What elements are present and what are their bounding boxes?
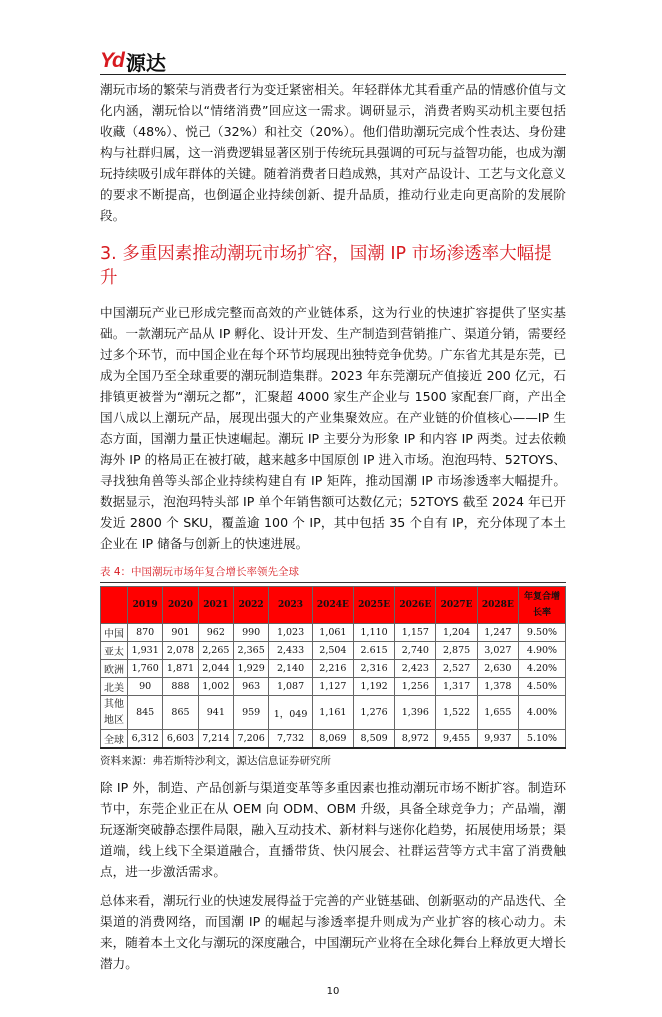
table-cell: 4.20% [519,660,566,678]
table-cell: 2,265 [198,642,233,660]
table-cell: 2,365 [233,642,268,660]
table-cell: 1,276 [354,696,395,730]
table-cell: 4.50% [519,678,566,696]
table-cell: 7,214 [198,730,233,749]
table-header-row [101,587,566,624]
company-logo [100,49,566,75]
page-number: 10 [326,986,340,997]
table-header-cell: 2026E [395,587,436,624]
table-cell: 2,216 [312,660,353,678]
table-cell: 7,206 [233,730,268,749]
table-cell: 865 [163,696,198,730]
row-label: 亚太 [101,642,128,660]
table-cell: 3,027 [477,642,518,660]
table-cell: 1,157 [395,624,436,642]
table-cell: 6,312 [128,730,163,749]
logo-mark: Yd [100,49,123,72]
paragraph-consumer-behavior: 潮玩市场的繁荣与消费者行为变迁紧密相关。年轻群体尤其看重产品的情感价值与文化内涵，潮玩恰以“情绪消费”回应这一需求。调研显示，消费者购买动机主要包括收藏（48%）、悦己（32%）和社交（20%）。他们借助潮玩完成个性表达、身份建构与社群归属，这一消费逻辑显著区别于传统玩具强调的可玩与益智功能，也成为潮玩持续吸引成年群体的关键。随着消费者日趋成熟，其对产品设计、工艺与文化意义的要求不断提高，也倒逼企业持续创新、提升品质，推动行业走向更高阶的发展阶段。 [100,82,566,223]
table-cell: 1,061 [312,624,353,642]
table-cell: 2.615 [354,642,395,660]
table-cell: 2,433 [269,642,312,660]
table-cell: 4.90% [519,642,566,660]
table-cell: 8,509 [354,730,395,749]
table-cell: 1,087 [269,678,312,696]
table-header-cell: 2023 [269,587,312,624]
table-cell: 1,127 [312,678,353,696]
table-row [101,660,566,678]
table-cell: 1,378 [477,678,518,696]
table-row [101,696,566,730]
paragraph-conclusion: 总体来看，潮玩行业的快速发展得益于完善的产业链基础、创新驱动的产品迭代、全渠道的消费网络，而国潮 IP 的崛起与渗透率提升则成为产业扩容的核心动力。未来，随着本土文化与潮玩的深度融合，中国潮玩产业将在全球化舞台上释放更大增长潜力。 [100,893,566,971]
table-header-cell: 2022 [233,587,268,624]
table-cell: 888 [163,678,198,696]
table-cell: 6,603 [163,730,198,749]
table-cell: 2,740 [395,642,436,660]
section-heading: 3. 多重因素推动潮玩市场扩容，国潮 IP 市场渗透率大幅提升 [100,244,552,288]
table-cell: 845 [128,696,163,730]
row-label: 欧洲 [101,660,128,678]
table-cell: 1,396 [395,696,436,730]
table-cell: 1,931 [128,642,163,660]
table-header-cell: 2020 [163,587,198,624]
table-cell: 990 [233,624,268,642]
table-cell: 5.10% [519,730,566,749]
table-cell: 2,140 [269,660,312,678]
table-row [101,730,566,749]
table-cell: 2,527 [436,660,477,678]
table-caption: 表 4：中国潮玩市场年复合增长率领先全球 [100,566,300,578]
table-row [101,624,566,642]
table-cell: 941 [198,696,233,730]
table-cell: 1,002 [198,678,233,696]
table-cell: 1,655 [477,696,518,730]
market-size-table [100,586,566,749]
paragraph-industry-chain: 中国潮玩产业已形成完整而高效的产业链体系，这为行业的快速扩容提供了坚实基础。一款潮玩产品从 IP 孵化、设计开发、生产制造到营销推广、渠道分销，需要经过多个环节，而中国企业在每个环节均展现出独特竞争优势。广东省尤其是东莞，已成为全国乃至全球重要的潮玩制造集群。2023 年东莞潮玩产值接近 200 亿元，石排镇更被誉为“潮玩之都”，汇聚超 4000 家生产企业与 1500 家配套厂商，产出全国八成以上潮玩产品，展现出强大的产业集聚效应。在产业链的价值核心——IP 生态方面，国潮力量正快速崛起。潮玩 IP 主要分为形象 IP 和内容 IP 两类。过去依赖海外 IP 的格局正在被打破，越来越多中国原创 IP 进入市场。泡泡玛特、52TOYS、寻找独角兽等头部企业持续构建自有 IP 矩阵，推动国潮 IP 市场渗透率大幅提升。数据显示，泡泡玛特头部 IP 单个年销售额可达数亿元；52TOYS 截至 2024 年已开发近 2800 个 SKU，覆盖逾 100 个 IP，其中包括 35 个自有 IP，充分体现了本土企业在 IP 储备与创新上的快速进展。 [100,305,566,551]
paragraph-other-drivers: 除 IP 外，制造、产品创新与渠道变革等多重因素也推动潮玩市场不断扩容。制造环节中，东莞企业正在从 OEM 向 ODM、OBM 升级，具备全球竞争力；产品端，潮玩逐渐突破静态摆件局限，融入互动技术、新材料与迷你化趋势，拓展使用场景；渠道端，线上线下全渠道融合，直播带货、快闪展会、社群运营等方式丰富了消费触点，进一步激活需求。 [100,780,566,879]
table-header-cell: 年复合增长率 [519,587,566,624]
table-cell: 2,630 [477,660,518,678]
caption-divider [100,582,566,583]
table-cell: 959 [233,696,268,730]
table-cell: 1,871 [163,660,198,678]
table-cell: 2,316 [354,660,395,678]
table-cell: 1,522 [436,696,477,730]
table-cell: 7,732 [269,730,312,749]
table-cell: 8,972 [395,730,436,749]
table-header-cell: 2028E [477,587,518,624]
table-cell: 1,929 [233,660,268,678]
table-cell: 1,192 [354,678,395,696]
row-label: 全球 [101,730,128,749]
table-cell: 8,069 [312,730,353,749]
table-source: 资料来源：弗若斯特沙利文，源达信息证券研究所 [100,755,331,767]
table-cell: 1,760 [128,660,163,678]
table-cell: 1,256 [395,678,436,696]
table-cell: 2,875 [436,642,477,660]
table-cell: 1,161 [312,696,353,730]
table-cell: 1,204 [436,624,477,642]
table-header-cell: 2024E [312,587,353,624]
table-cell: 2,504 [312,642,353,660]
table-row [101,678,566,696]
table-header-cell: 2027E [436,587,477,624]
table-header-cell: 2025E [354,587,395,624]
table-cell: 1,317 [436,678,477,696]
header-divider [100,74,566,75]
table-cell: 870 [128,624,163,642]
table-cell: 90 [128,678,163,696]
table-cell: 1,110 [354,624,395,642]
table-cell: 9.50% [519,624,566,642]
table-cell: 963 [233,678,268,696]
logo-text: 源达 [125,50,166,75]
table-cell: 4.00% [519,696,566,730]
table-header-cell: 2021 [198,587,233,624]
table-cell: 9,455 [436,730,477,749]
table-cell: 962 [198,624,233,642]
table-cell: 1，049 [269,696,312,730]
table-cell: 2,423 [395,660,436,678]
row-label: 中国 [101,624,128,642]
table-cell: 2,044 [198,660,233,678]
table-cell: 901 [163,624,198,642]
table-row [101,642,566,660]
table-header-cell [101,587,128,624]
table-cell: 2,078 [163,642,198,660]
row-label: 其他地区 [101,696,128,730]
row-label: 北美 [101,678,128,696]
table-header-cell: 2019 [128,587,163,624]
table-cell: 1,023 [269,624,312,642]
table-cell: 1,247 [477,624,518,642]
table-cell: 9,937 [477,730,518,749]
